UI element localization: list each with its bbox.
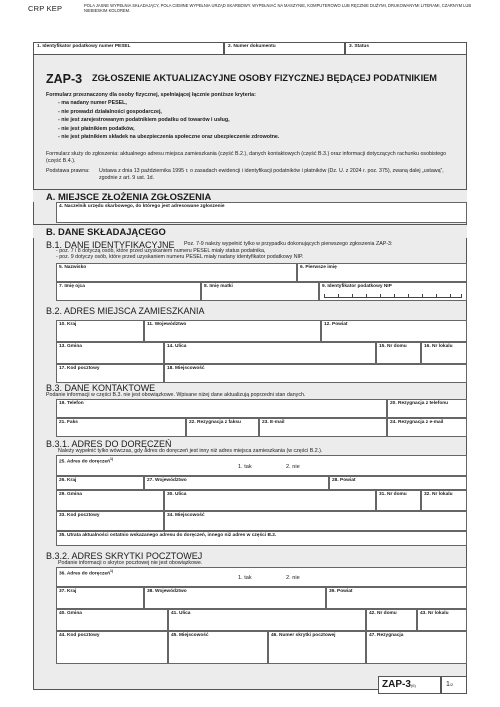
po-box-resign-field[interactable] [366, 631, 467, 664]
delivery-house-number-field[interactable] [376, 490, 421, 511]
po-box-house-number-field[interactable] [366, 609, 417, 631]
voivodeship-field[interactable] [144, 320, 321, 342]
fax-resign-label: 22. Rezygnacja z faksu [189, 420, 241, 425]
footer-code-text: ZAP-3 [382, 679, 411, 690]
delivery-street-label: 30. Ulica [167, 492, 187, 497]
po-box-flat-number-label: 43. Nr lokalu [420, 611, 449, 616]
po-box-city-label: 45. Miejscowość [171, 633, 209, 638]
document-number-label: 2. Numer dokumentu [228, 44, 276, 49]
po-box-street-label: 41. Ulica [171, 611, 191, 616]
nip-field[interactable] [319, 282, 467, 301]
legal-basis-text: Ustawa z dnia 13 października 1995 r. o zasadach ewidencji i identyfikacji podatników i płatników (Dz. U. z 2024 r. poz. 375), zwaną dalej „ustawą”, zgodnie z art. 9 ust. 1d. [99, 168, 444, 181]
po-box-voivodeship-label: 38. Województwo [147, 589, 187, 594]
pesel-label: 1. Identyfikator podatkowy numer PESEL [37, 44, 131, 49]
delivery-commune-field[interactable] [56, 490, 164, 511]
street-field[interactable] [164, 342, 376, 364]
legal-basis [46, 168, 462, 182]
county-label: 12. Powiat [324, 322, 348, 327]
footer-form-code [382, 679, 416, 690]
po-box-resign-label: 47. Rezygnacja [369, 633, 404, 638]
tax-office-field[interactable] [56, 202, 467, 223]
footnote-mark: 1) [110, 457, 114, 461]
delivery-voivodeship-label: 27. Województwo [147, 478, 187, 483]
mother-name-label: 8. Imię matki [204, 284, 233, 289]
first-name-label: 6. Pierwsze imię [300, 265, 337, 270]
pesel-field[interactable] [33, 42, 224, 55]
flat-number-field[interactable] [421, 342, 467, 364]
intro-lead: Formularz przeznaczony dla osoby fizycznej, spełniającej łącznie poniższe kryteria: [46, 92, 256, 98]
delivery-country-label: 26. Kraj [59, 478, 77, 483]
postal-code-field[interactable] [56, 364, 164, 383]
surname-field[interactable] [56, 263, 297, 282]
flat-number-label: 16. Nr lokalu [424, 344, 453, 349]
legal-basis-label: Podstawa prawna: [46, 168, 90, 174]
phone-resign-label: 20. Rezygnacja z telefonu [390, 401, 449, 406]
delivery-country-field[interactable] [56, 476, 144, 490]
criterion-item: - nie jest płatnikiem podatków, [58, 125, 135, 132]
b1-line2: - poz. 9 dotyczy osób, które przed uzyskaniem numeru PESEL miały nadany identyfikator podatkowy NIP. [56, 254, 304, 260]
b31-desc: Należy wypełnić tylko wówczas, gdy adres do doręczeń jest inny niż adres miejsca zamieszkania (w części B.2.). [58, 448, 323, 454]
b32-title: B.3.2. ADRES SKRYTKI POCZTOWEJ [46, 551, 203, 561]
delivery-postal-code-label: 33. Kod pocztowy [59, 513, 100, 518]
postal-code-label: 17. Kod pocztowy [59, 366, 100, 371]
delivery-address-lapse-label: 35. Utrata aktualności ostatnio wskazanego adresu do doręczeń, innego niż adres w części B.2. [59, 533, 277, 538]
surname-label: 5. Nazwisko [59, 265, 87, 270]
nip-label: 9. Identyfikator podatkowy NIP [322, 284, 392, 289]
email-field[interactable] [259, 418, 387, 437]
status-label: 3. Status [349, 44, 369, 49]
form-title: ZGŁOSZENIE AKTUALIZACYJNE OSOBY FIZYCZNEJ BĘDĄCEJ PODATNIKIEM [92, 73, 437, 83]
country-label: 10. Kraj [59, 322, 77, 327]
mother-name-field[interactable] [201, 282, 319, 301]
crp-label: CRP KEP [28, 4, 63, 13]
country-field[interactable] [56, 320, 144, 342]
b1-title: B.1. DANE IDENTYFIKACYJNE [46, 240, 175, 250]
delivery-city-label: 34. Miejscowość [167, 513, 205, 518]
nip-digit-guide [324, 295, 462, 298]
phone-resign-field[interactable] [387, 399, 467, 418]
email-resign-field[interactable] [387, 418, 467, 437]
house-number-field[interactable] [376, 342, 421, 364]
page-indicator [446, 681, 453, 688]
email-resign-label: 24. Rezygnacja z e-mail [390, 420, 444, 425]
page-number: 1 [446, 681, 450, 688]
po-box-postal-code-field[interactable] [56, 631, 168, 664]
po-box-city-field[interactable] [168, 631, 268, 664]
delivery-city-field[interactable] [164, 511, 467, 531]
father-name-label: 7. Imię ojca [59, 284, 85, 289]
po-box-address-label: 36. Adres do doręczeń [59, 571, 111, 577]
po-box-county-field[interactable] [326, 587, 467, 609]
b3-title: B.3. DANE KONTAKTOWE [46, 383, 156, 393]
po-box-yes-option[interactable]: 1. tak [238, 575, 252, 581]
criterion-item: - nie jest zarejestrowanym podatnikiem podatku od towarów i usług, [58, 117, 230, 124]
delivery-no-option[interactable]: 2. nie [286, 464, 300, 470]
delivery-county-label: 28. Powiat [332, 478, 356, 483]
delivery-flat-number-field[interactable] [421, 490, 467, 511]
po-box-commune-field[interactable] [56, 609, 168, 631]
page-total: /2 [449, 682, 454, 687]
fill-instructions: POLA JASNE WYPEŁNIA SKŁADAJĄCY, POLA CIEMNE WYPEŁNIA URZĄD SKARBOWY. WYPEŁNIAĆ NA MASZYNIE, KOMPUTEROWO LUB RĘCZNIE DUŻYMI, DRUKOWANYMI LITERAMI, CZARNYM LUB NIEBIESKIM KOLOREM. [84, 3, 472, 13]
form-code: ZAP-3 [46, 72, 83, 86]
po-box-postal-code-label: 44. Kod pocztowy [59, 633, 100, 638]
city-field[interactable] [164, 364, 467, 383]
delivery-county-field[interactable] [329, 476, 467, 490]
purpose-note: Formularz służy do zgłoszenia: aktualnego adresu miejsca zamieszkania (część B.2.), danych kontaktowych (część B.3.) oraz informacji dotyczących rachunku osobistego (część B.4.). [46, 151, 447, 164]
city-label: 18. Miejscowość [167, 366, 205, 371]
footer-version: (6) [410, 683, 416, 688]
delivery-address-lapse-checkbox[interactable] [56, 531, 467, 546]
tax-office-label: 4. Naczelnik urzędu skarbowego, do którego jest adresowane zgłoszenie [59, 204, 225, 209]
delivery-commune-label: 29. Gmina [59, 492, 82, 497]
b3-desc: Podanie informacji w części B.3. nie jest obowiązkowe. Wpisane niżej dane aktualizują poprzedni stan danych. [46, 392, 306, 398]
fax-resign-field[interactable] [186, 418, 259, 437]
father-name-field[interactable] [56, 282, 201, 301]
section-b-title: B. DANE SKŁADAJĄCEGO [33, 224, 467, 238]
criterion-item: - nie jest płatnikiem składek na ubezpieczenia społeczne oraz ubezpieczenie zdrowotne. [58, 134, 280, 141]
po-box-country-field[interactable] [56, 587, 144, 609]
delivery-address-label: 25. Adres do doręczeń [59, 459, 111, 465]
intro-block [46, 91, 462, 141]
delivery-house-number-label: 31. Nr domu [379, 492, 407, 497]
section-a-title: A. MIEJSCE ZŁOŻENIA ZGŁOSZENIA [33, 189, 467, 202]
po-box-street-field[interactable] [168, 609, 366, 631]
criterion-item: - nie prowadzi działalności gospodarczej, [58, 108, 162, 115]
phone-field[interactable] [56, 399, 387, 418]
b1-line1: - poz. 7 i 8 dotyczą osób, które przed uzyskaniem numeru PESEL miały status podatnika, [56, 248, 266, 254]
fax-field[interactable] [56, 418, 186, 437]
county-field[interactable] [321, 320, 467, 342]
b1-desc: Poz. 7-9 należy wypełnić tylko w przypadku dokonujących pierwszego zgłoszenia ZAP-3: [184, 241, 393, 247]
b31-title: B.3.1. ADRES DO DORĘCZEŃ [46, 439, 172, 449]
street-label: 14. Ulica [167, 344, 187, 349]
footer-page-box [441, 676, 467, 694]
po-box-number-label: 46. Numer skrytki pocztowej [271, 633, 336, 638]
po-box-no-option[interactable]: 2. nie [286, 575, 300, 581]
criterion-item: - ma nadany numer PESEL, [58, 100, 127, 107]
status-field [345, 42, 467, 55]
po-box-flat-number-field[interactable] [417, 609, 467, 631]
phone-label: 19. Telefon [59, 401, 84, 406]
commune-label: 13. Gmina [59, 344, 82, 349]
po-box-number-field[interactable] [268, 631, 366, 664]
footnote-mark: 1) [110, 569, 114, 573]
po-box-country-label: 37. Kraj [59, 589, 77, 594]
b32-desc: Podanie informacji o skrytce pocztowej nie jest obowiązkowe. [58, 560, 203, 566]
delivery-yes-option[interactable]: 1. tak [238, 464, 252, 470]
voivodeship-label: 11. Województwo [147, 322, 187, 327]
po-box-house-number-label: 42. Nr domu [369, 611, 397, 616]
po-box-county-label: 39. Powiat [329, 589, 353, 594]
delivery-street-field[interactable] [164, 490, 376, 511]
delivery-voivodeship-field[interactable] [144, 476, 329, 490]
delivery-flat-number-label: 32. Nr lokalu [424, 492, 453, 497]
first-name-field[interactable] [297, 263, 467, 282]
delivery-address-choice [56, 455, 467, 476]
b2-title: B.2. ADRES MIEJSCA ZAMIESZKANIA [46, 306, 205, 316]
delivery-postal-code-field[interactable] [56, 511, 164, 531]
commune-field[interactable] [56, 342, 164, 364]
fax-label: 21. Faks [59, 420, 78, 425]
document-number-field [224, 42, 345, 55]
po-box-voivodeship-field[interactable] [144, 587, 326, 609]
po-box-commune-label: 40. Gmina [59, 611, 82, 616]
house-number-label: 15. Nr domu [379, 344, 407, 349]
email-label: 23. E-mail [262, 420, 285, 425]
po-box-address-choice [56, 567, 467, 587]
